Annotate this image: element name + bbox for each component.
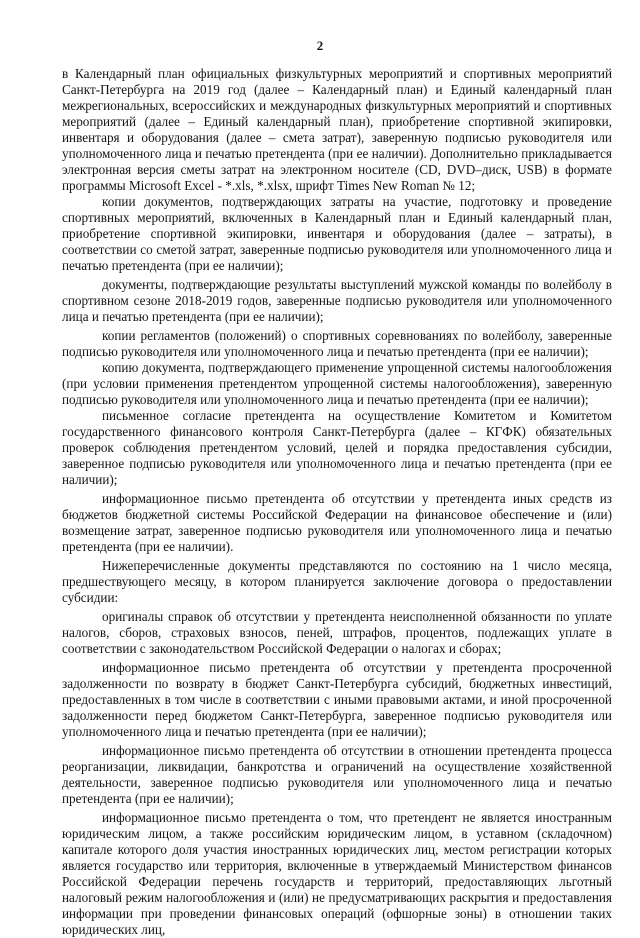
- paragraph-not-foreign-entity: информационное письмо претендента о том, что претендент не является иностранным юридическим лицом, а также российским юридическим лицом, в уставном (складочном) капитале которого доля участия иностранных юридических лиц, местом регистрации которых является государство или территория, включенные в утверждаемый Министерством финансов Российской Федерации перечень государств и территорий, предоставляющих льготный налоговый режим налогообложения и (или) не предусматривающих раскрытия и предоставления информации при проведении финансовых операций (офшорные зоны) в отношении таких юридических лиц,: [62, 810, 612, 937]
- paragraph-simplified-taxation: копию документа, подтверждающего применение упрощенной системы налогообложения (при условии применения претендентом упрощенной системы налогообложения), заверенную подписью руководителя или уполномоченного лица и печатью претендента (при ее наличии);: [62, 360, 612, 407]
- page-number: 2: [316, 38, 324, 53]
- paragraph-competition-regulations: копии регламентов (положений) о спортивных соревнованиях по волейболу, заверенные подписью руководителя или уполномоченного лица и печатью претендента (при ее наличии);: [62, 328, 612, 359]
- paragraph-expense-documents: копии документов, подтверждающих затраты на участие, подготовку и проведение спортивных мероприятий, включенных в Календарный план и Единый календарный план, приобретение спортивной экипировки, инвентаря и оборудования (далее – затраты), в соответствии со сметой затрат, заверенные подписью руководителя или уполномоченного лица и печатью претендента (при ее наличии);: [62, 194, 612, 273]
- paragraph-budget-estimate: в Календарный план официальных физкультурных мероприятий и спортивных мероприятий Санкт-Петербурга на 2019 год (далее – Календарный план) и Единый календарный план межрегиональных, всероссийских и международных физкультурных мероприятий и спортивных мероприятий (далее – Единый календарный план), приобретение спортивной экипировки, инвентаря и оборудования (далее – смета затрат), заверенную подписью руководителя или уполномоченного лица и печатью претендента (при ее наличии). Дополнительно прикладывается электронная версия сметы затрат на электронном носителе (CD, DVD–диск, USB) в формате программы Microsoft Excel - *.xls, *.xlsx, шрифт Times New Roman № 12;: [62, 66, 612, 193]
- paragraph-no-overdue-debt: информационное письмо претендента об отсутствии у претендента просроченной задолженности по возврату в бюджет Санкт-Петербурга субсидий, бюджетных инвестиций, предоставленных в том числе в соответствии с иными правовыми актами, и иной просроченной задолженности перед бюджетом Санкт-Петербурга, заверенное подписью руководителя или уполномоченного лица и печатью претендента (при ее наличии);: [62, 660, 612, 739]
- paragraph-documents-as-of-date: Нижеперечисленные документы представляются по состоянию на 1 число месяца, предшествующего месяцу, в котором планируется заключение договора о предоставлении субсидии:: [62, 558, 612, 605]
- paragraph-no-reorganization: информационное письмо претендента об отсутствии в отношении претендента процесса реорганизации, ликвидации, банкротства и ограничений на осуществление хозяйственной деятельности, заверенное подписью руководителя или уполномоченного лица и печатью претендента (при ее наличии);: [62, 743, 612, 806]
- paragraph-team-results: документы, подтверждающие результаты выступлений мужской команды по волейболу в спортивном сезоне 2018-2019 годов, заверенные подписью руководителя или уполномоченного лица и печатью претендента (при ее наличии);: [62, 277, 612, 324]
- paragraph-tax-certificates: оригиналы справок об отсутствии у претендента неисполненной обязанности по уплате налогов, сборов, страховых взносов, пеней, штрафов, процентов, подлежащих уплате в соответствии с законодательством Российской Федерации о налогах и сборах;: [62, 609, 612, 656]
- document-body: [62, 66, 612, 938]
- paragraph-other-funding-letter: информационное письмо претендента об отсутствии у претендента иных средств из бюджетов бюджетной системы Российской Федерации на финансовое обеспечение и (или) возмещение затрат, заверенное подписью руководителя или уполномоченного лица и печатью претендента (при ее наличии).: [62, 491, 612, 554]
- paragraph-inspection-consent: письменное согласие претендента на осуществление Комитетом и Комитетом государственного финансового контроля Санкт-Петербурга (далее – КГФК) обязательных проверок соблюдения претендентом условий, целей и порядка предоставления субсидии, заверенное подписью руководителя или уполномоченного лица и печатью претендента (при ее наличии);: [62, 408, 612, 487]
